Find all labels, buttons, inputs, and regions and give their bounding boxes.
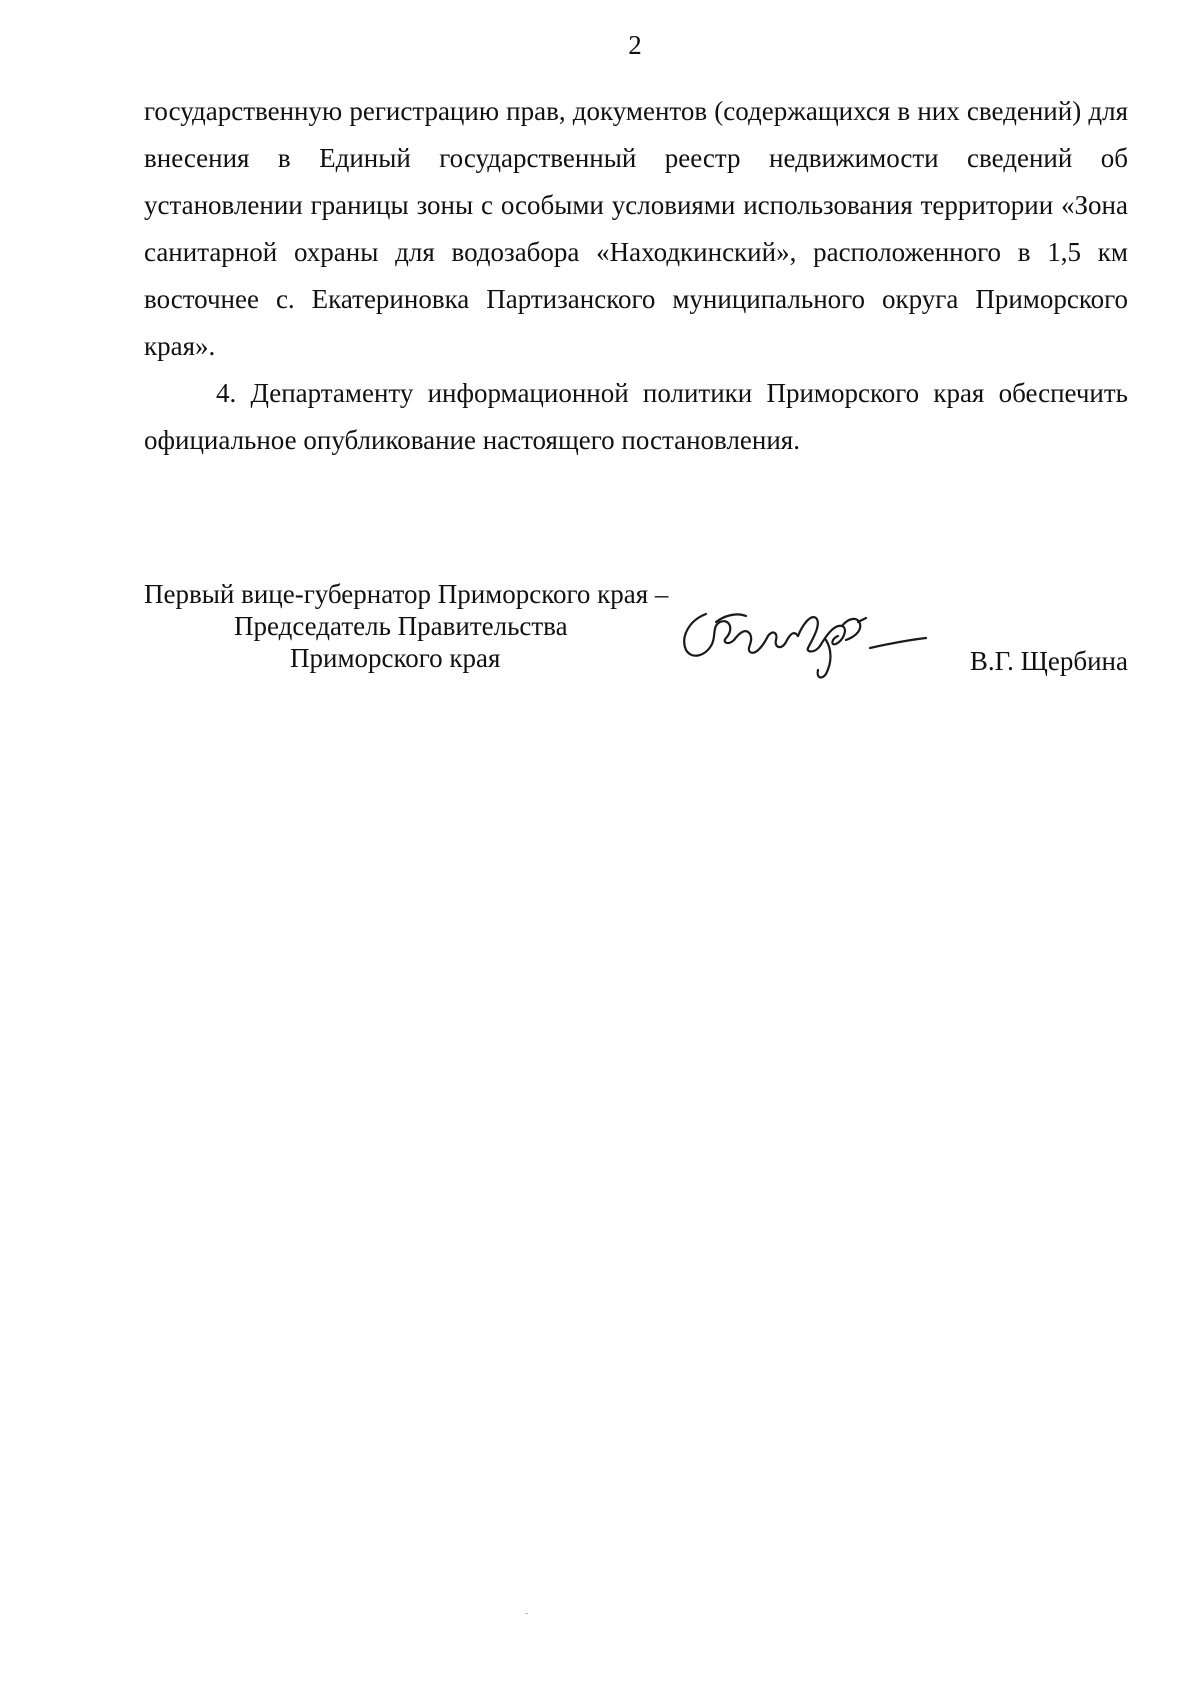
handwritten-signature-icon [676, 596, 932, 686]
scan-artifact [525, 1613, 528, 1614]
position-line-2: Председатель Правительства [234, 611, 568, 641]
position-line-3: Приморского края [290, 643, 501, 673]
signer-name: В.Г. Щербина [969, 646, 1128, 676]
position-line-1: Первый вице-губернатор Приморского края – [144, 579, 669, 609]
paragraph-continuation: государственную регистрацию прав, документов (содержащихся в них сведений) для внесения в Единый государственный реестр недвижимости сведений об установлении границы зоны с особыми условиями использования территории «Зона санитарной охраны для водозабора «Находкинский», расположенного в 1,5 км восточнее с. Екатериновка Партизанского муниципального округа Приморского края». [144, 96, 1128, 361]
page-number: 2 [628, 30, 642, 60]
signatory-position [144, 578, 668, 674]
paragraph-item-4: 4. Департаменту информационной политики Приморского края обеспечить официальное опубликование настоящего постановления. [144, 378, 1128, 455]
document-body [144, 88, 1128, 464]
